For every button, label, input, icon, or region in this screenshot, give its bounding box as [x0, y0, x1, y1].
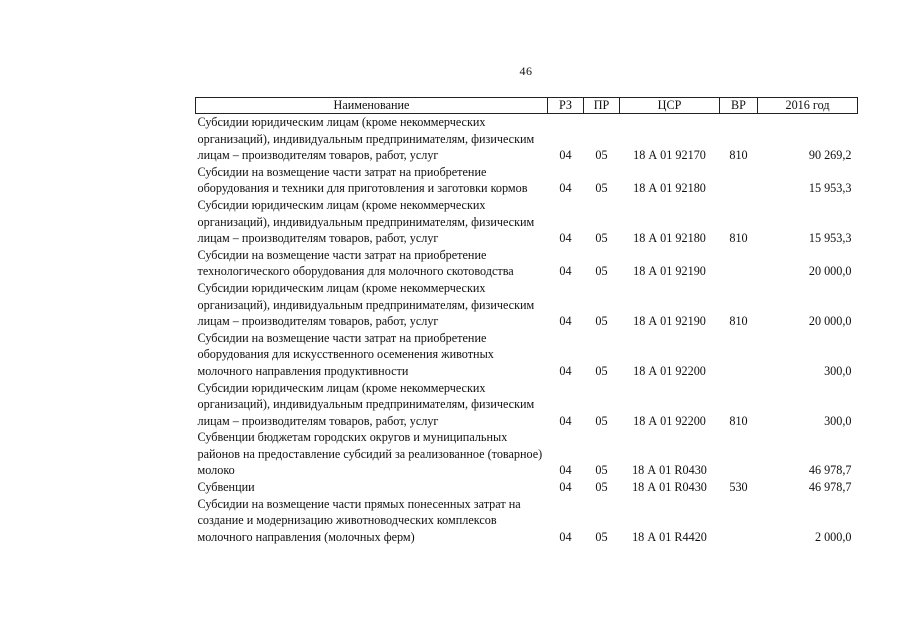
- row-pr: 05: [595, 181, 608, 196]
- row-rz: 04: [559, 231, 572, 246]
- row-pr: 05: [595, 413, 608, 428]
- table-row: [196, 429, 858, 479]
- row-amount: 15 953,3: [808, 181, 852, 196]
- row-csr: 18 А 01 92200: [633, 413, 706, 428]
- row-name: Субсидии на возмещение части затрат на приобретение технологического оборудования для молочного скотоводства: [197, 247, 514, 279]
- table-row: [196, 247, 858, 280]
- row-amount: 15 953,3: [808, 231, 852, 246]
- row-amount: 46 978,7: [808, 480, 852, 495]
- row-pr: 05: [595, 314, 608, 329]
- column-header-vr: ВР: [720, 98, 758, 114]
- row-pr: 05: [595, 463, 608, 478]
- row-rz: 04: [559, 314, 572, 329]
- row-rz: 04: [559, 181, 572, 196]
- row-csr: 18 А 01 R0430: [632, 463, 707, 478]
- row-name: Субсидии юридическим лицам (кроме некоммерческих организаций), индивидуальным предпринимателям, физическим лицам – производителям товаров, работ, услуг: [197, 280, 535, 329]
- column-header-csr: ЦСР: [620, 98, 720, 114]
- table-row: [196, 197, 858, 247]
- row-vr: [720, 247, 758, 280]
- row-pr: 05: [595, 148, 608, 163]
- row-csr: 18 А 01 92190: [633, 314, 706, 329]
- table-row: [196, 330, 858, 380]
- row-pr: 05: [595, 363, 608, 378]
- column-header-year: 2016 год: [758, 98, 858, 114]
- row-rz: 04: [559, 529, 572, 544]
- row-csr: 18 А 01 92200: [633, 363, 706, 378]
- row-amount: 300,0: [824, 363, 852, 378]
- row-name: Субсидии юридическим лицам (кроме некоммерческих организаций), индивидуальным предпринимателям, физическим лицам – производителям товаров, работ, услуг: [197, 380, 535, 428]
- table-row: [196, 164, 858, 197]
- column-header-pr: ПР: [584, 98, 620, 114]
- row-vr: [720, 330, 758, 380]
- row-rz: 04: [559, 463, 572, 478]
- page-number: 46: [519, 64, 533, 78]
- row-vr: [720, 429, 758, 479]
- row-vr: [720, 164, 758, 197]
- row-rz: 04: [559, 148, 572, 163]
- row-vr: 810: [729, 148, 748, 163]
- row-name: Субсидии на возмещение части прямых понесенных затрат на создание и модернизацию животноводческих комплексов молочного направления (молочных ферм): [197, 496, 521, 544]
- row-csr: 18 А 01 R0430: [632, 480, 707, 495]
- column-header-rz: РЗ: [548, 98, 584, 114]
- row-csr: 18 А 01 92170: [633, 148, 706, 163]
- row-rz: 04: [559, 264, 572, 279]
- row-vr: [720, 496, 758, 546]
- row-rz: 04: [559, 413, 572, 428]
- table-row: [196, 280, 858, 330]
- budget-table: [195, 97, 858, 545]
- row-name: Субвенции: [197, 480, 255, 495]
- row-pr: 05: [595, 480, 608, 495]
- row-name: Субвенции бюджетам городских округов и муниципальных районов на предоставление субсидий за реализованное (товарное) молоко: [197, 430, 543, 478]
- column-header-name: Наименование: [196, 98, 548, 114]
- row-pr: 05: [595, 231, 608, 246]
- row-vr: 810: [729, 314, 748, 329]
- row-amount: 46 978,7: [808, 463, 852, 478]
- row-amount: 90 269,2: [808, 148, 852, 163]
- row-csr: 18 А 01 92180: [633, 181, 706, 196]
- row-rz: 04: [559, 480, 572, 495]
- row-csr: 18 А 01 92190: [633, 264, 706, 279]
- table-row: [196, 479, 858, 496]
- row-name: Субсидии на возмещение части затрат на приобретение оборудования для искусственного осеменения животных молочного направления продуктивности: [197, 330, 494, 378]
- row-pr: 05: [595, 529, 608, 544]
- row-amount: 2 000,0: [814, 529, 852, 544]
- row-name: Субсидии юридическим лицам (кроме некоммерческих организаций), индивидуальным предпринимателям, физическим лицам – производителям товаров, работ, услуг: [197, 115, 535, 163]
- table-row: [196, 114, 858, 164]
- table-header-row: [196, 98, 858, 114]
- row-rz: 04: [559, 363, 572, 378]
- row-csr: 18 А 01 R4420: [632, 529, 707, 544]
- row-vr: 530: [729, 480, 748, 495]
- row-amount: 300,0: [824, 413, 852, 428]
- row-name: Субсидии юридическим лицам (кроме некоммерческих организаций), индивидуальным предпринимателям, физическим лицам – производителям товаров, работ, услуг: [197, 197, 535, 246]
- table-row: [196, 380, 858, 430]
- row-pr: 05: [595, 264, 608, 279]
- row-amount: 20 000,0: [808, 314, 852, 329]
- row-vr: 810: [729, 231, 748, 246]
- table-row: [196, 496, 858, 546]
- row-csr: 18 А 01 92180: [633, 231, 706, 246]
- row-name: Субсидии на возмещение части затрат на приобретение оборудования и техники для приготовления и заготовки кормов: [197, 164, 528, 196]
- row-vr: 810: [729, 413, 748, 428]
- row-amount: 20 000,0: [808, 264, 852, 279]
